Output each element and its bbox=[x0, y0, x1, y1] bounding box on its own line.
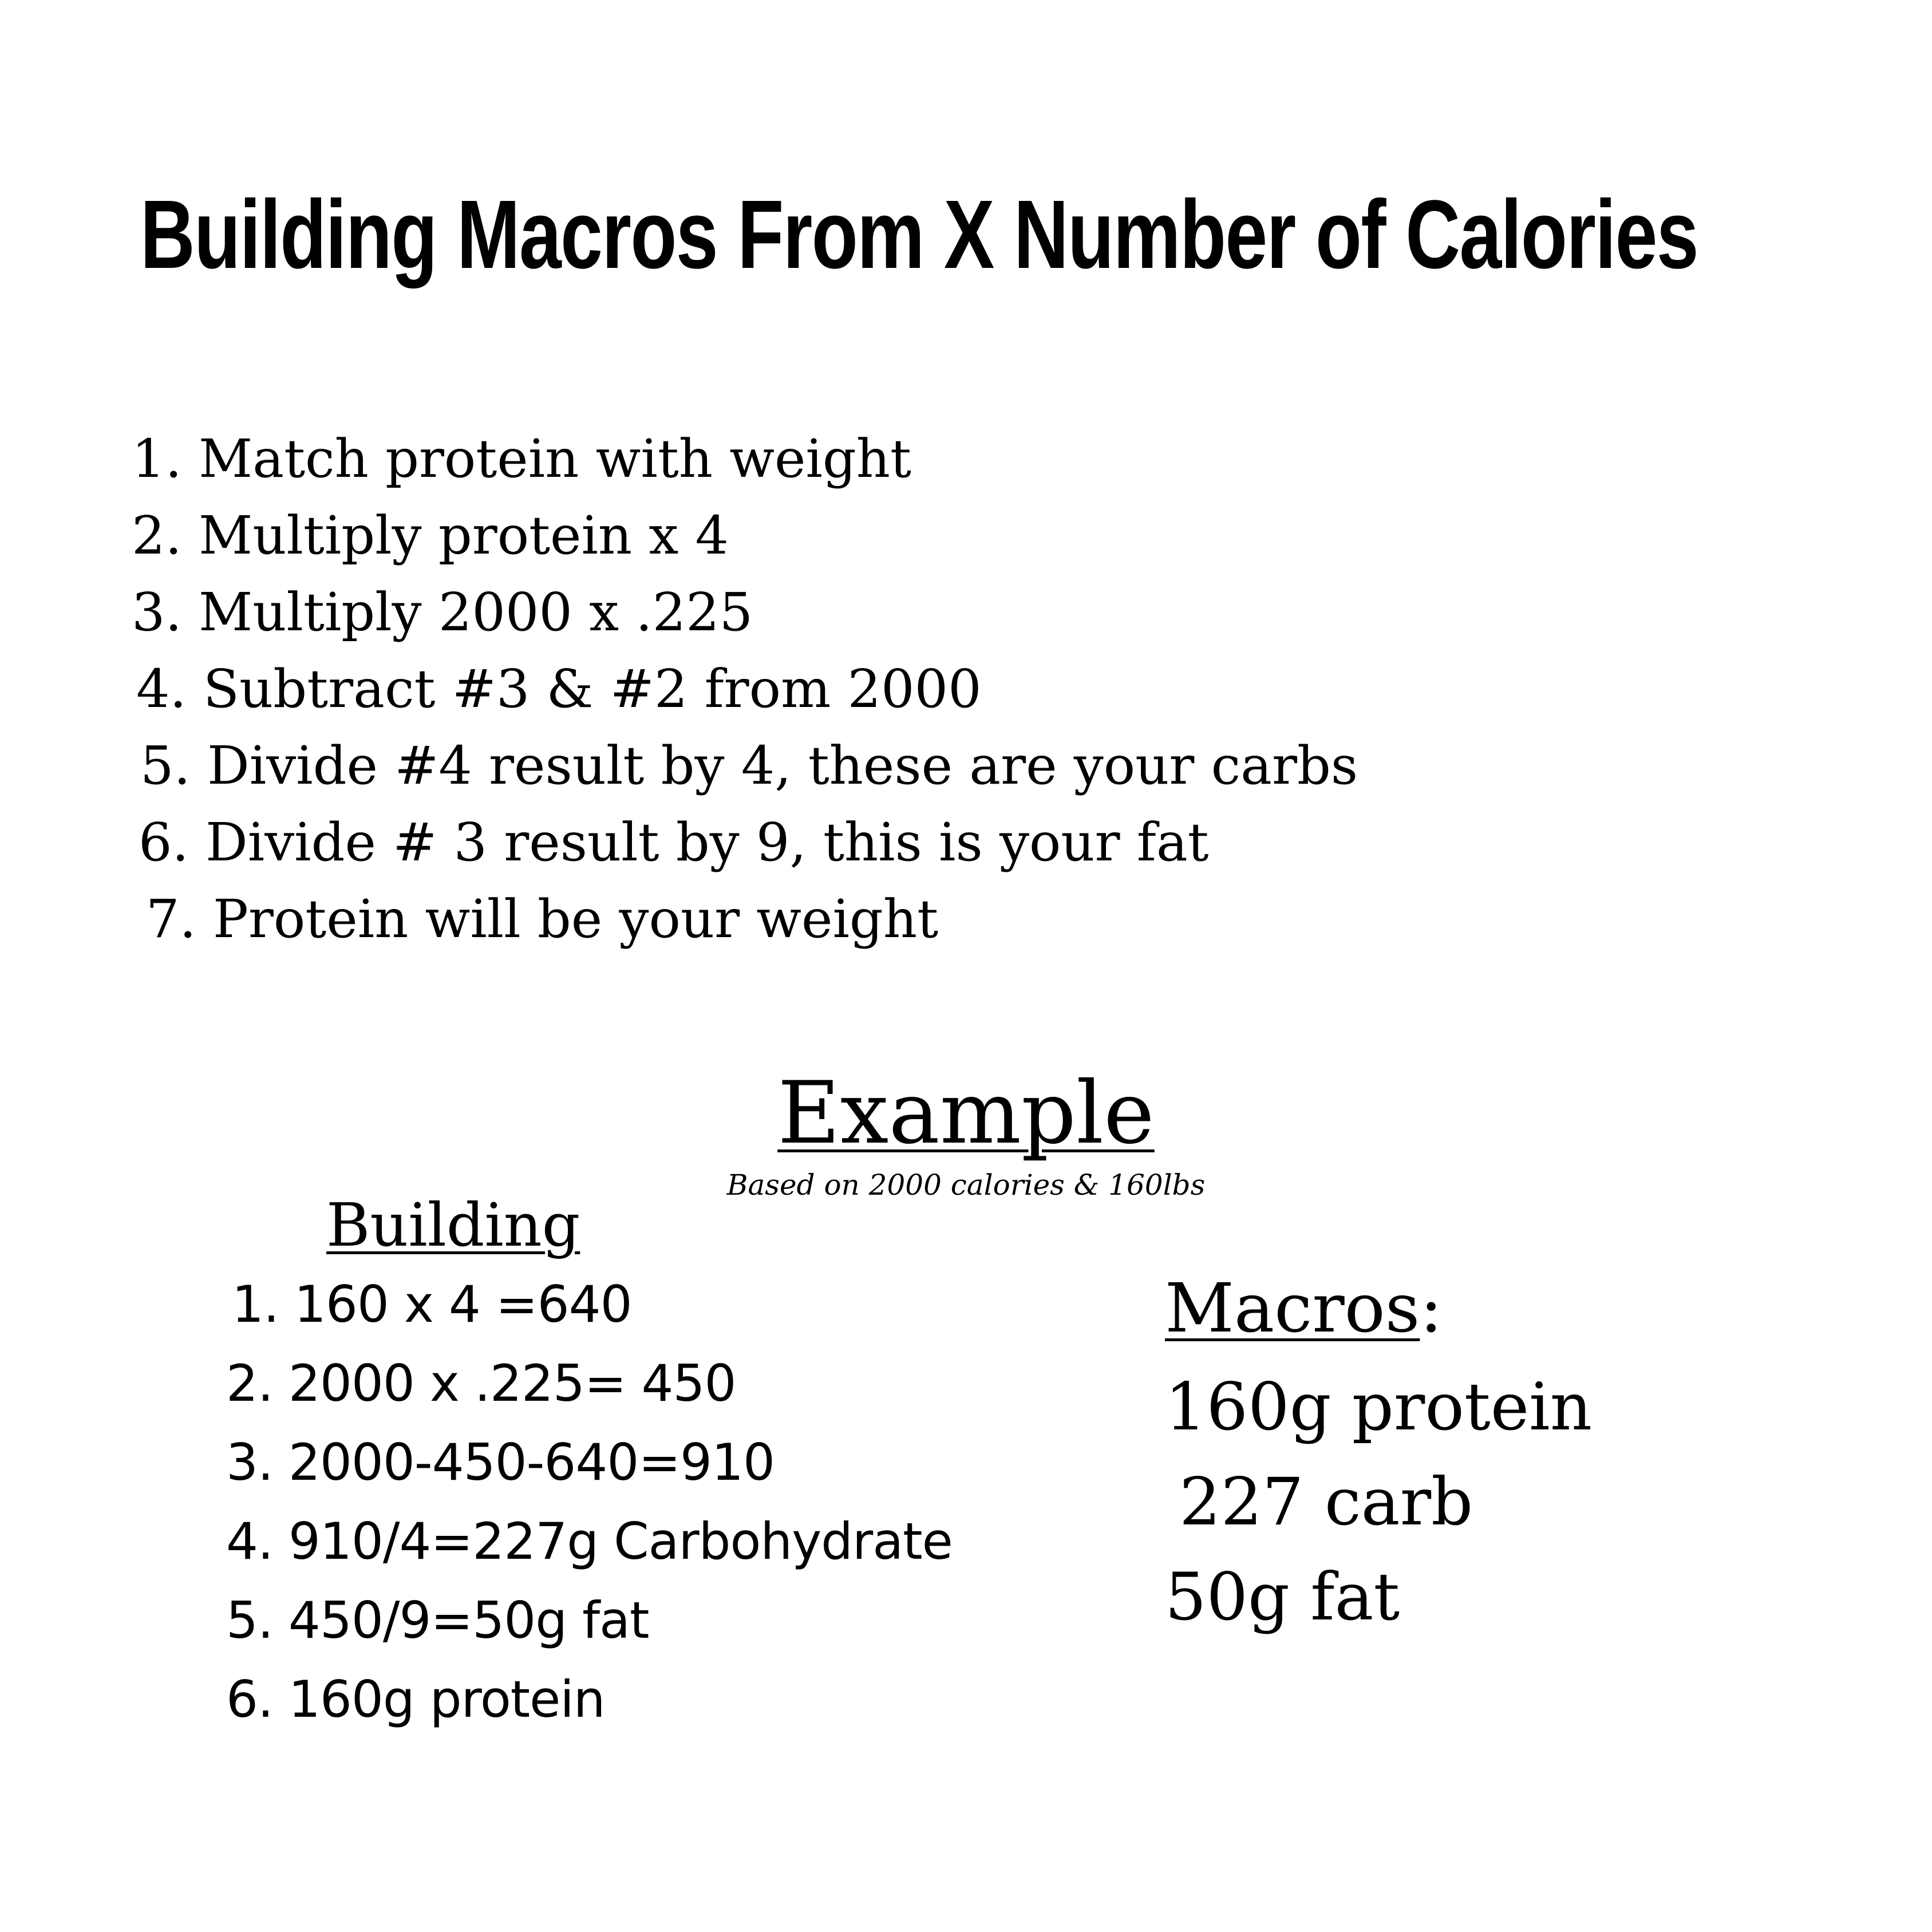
building-steps-list bbox=[226, 1265, 953, 1739]
step-item: 2. Multiply protein x 4 bbox=[132, 505, 729, 566]
building-step-item: 2. 2000 x .225= 450 bbox=[226, 1354, 736, 1413]
steps-list bbox=[132, 421, 1358, 958]
building-heading bbox=[326, 1188, 580, 1262]
example-heading-text: Example bbox=[777, 1064, 1155, 1163]
example-subtitle: Based on 2000 calories & 160lbs bbox=[726, 1168, 1206, 1202]
building-step-item: 5. 450/9=50g fat bbox=[226, 1591, 649, 1650]
step-item: 3. Multiply 2000 x .225 bbox=[132, 582, 753, 643]
macro-item: 227 carb bbox=[1179, 1464, 1473, 1540]
building-step-item: 6. 160g protein bbox=[226, 1670, 605, 1729]
building-heading-text: Building bbox=[326, 1190, 580, 1260]
step-item: 6. Divide # 3 result by 9, this is your fat bbox=[139, 812, 1209, 873]
macros-heading-text: Macros bbox=[1165, 1269, 1420, 1348]
building-step-item: 1. 160 x 4 =640 bbox=[232, 1275, 632, 1334]
page-title: Building Macros From X Number of Calories bbox=[140, 180, 1698, 289]
macros-heading bbox=[1165, 1265, 1443, 1351]
macro-item: 160g protein bbox=[1165, 1369, 1593, 1445]
step-item: 5. Divide #4 result by 4, these are your carbs bbox=[140, 735, 1358, 796]
macros-list bbox=[1165, 1360, 1592, 1645]
building-step-item: 4. 910/4=227g Carbohydrate bbox=[226, 1512, 953, 1571]
step-item: 4. Subtract #3 & #2 from 2000 bbox=[136, 658, 982, 720]
macro-item: 50g fat bbox=[1165, 1559, 1400, 1635]
macros-heading-colon: : bbox=[1420, 1269, 1443, 1348]
step-item: 1. Match protein with weight bbox=[132, 428, 912, 489]
building-step-item: 3. 2000-450-640=910 bbox=[226, 1433, 775, 1492]
example-heading bbox=[0, 1062, 1932, 1165]
step-item: 7. Protein will be your weight bbox=[146, 888, 939, 950]
